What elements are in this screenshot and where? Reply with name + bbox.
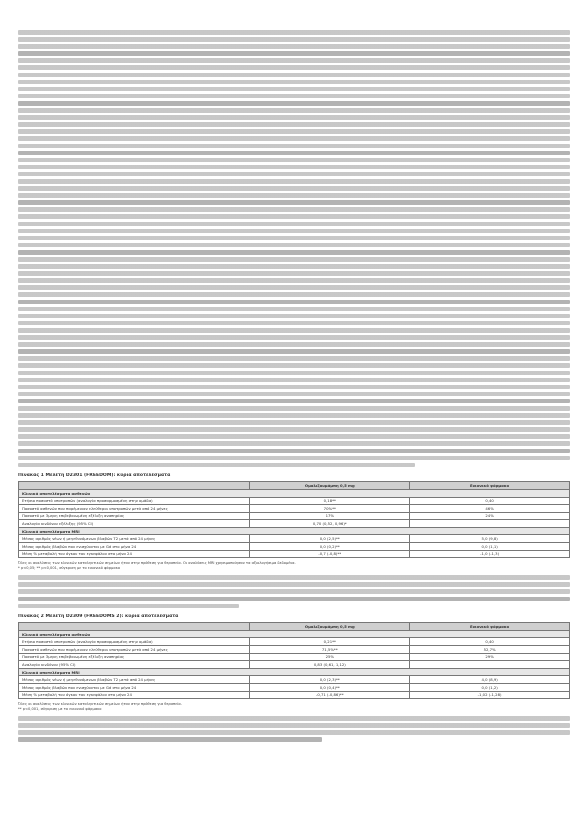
table-cell-treatment: 71,5%**: [250, 646, 410, 654]
table-cell-control: 0,0 (1,2): [410, 683, 570, 691]
table1: [18, 481, 570, 558]
table-cell-control: 52,7%: [410, 646, 570, 654]
table-footnote: * p<0,05; ** p<0,001, σύγκριση με το εικονικό φάρμακο: [18, 566, 121, 571]
table-cell-control: 46%: [410, 505, 570, 513]
text-line: [18, 37, 570, 42]
table-footnote: Όλες οι αναλύσεις των κλινικών καταληκτικών σημείων ήταν στην πρόθεση για θεραπεία. Οι αναλύσεις MRI χρησιμοποίησαν τα αξιολογήσιμα δεδομένα.: [18, 561, 296, 566]
text-line: [18, 172, 570, 177]
table-cell-treatment: -0,7 (-0,8)**: [250, 550, 410, 558]
text-line: [18, 129, 570, 134]
table1-caption: Πίνακας 1 Μελέτη D2301 (FREEDOM): κύρια αποτελέσματα: [18, 473, 171, 479]
table-cell-label: Ποσοστό με 3μηνη επιβεβαιωμένη εξέλιξη αναπηρίας: [19, 512, 250, 520]
table1-body: [19, 489, 570, 557]
table-cell-control: 5,0 (9,8): [410, 535, 570, 543]
table-section-row: [19, 527, 570, 535]
text-line: [18, 257, 570, 262]
text-line: [18, 582, 570, 587]
table-row: [19, 683, 570, 691]
text-line: [18, 716, 570, 721]
table-section-row: [19, 668, 570, 676]
text-line: [18, 44, 570, 49]
table-row: [19, 676, 570, 684]
text-line: [18, 144, 570, 149]
table-cell-label: Αναλογία κινδύνου εξέλιξης (95% CI): [19, 520, 250, 528]
text-line: [18, 101, 570, 106]
table-section-label: Κλινικά αποτελέσματα ασθενών: [19, 630, 570, 638]
table-row: [19, 661, 570, 669]
text-line: [18, 292, 570, 297]
table1-header-control: Εικονικό φάρμακο: [410, 482, 570, 490]
text-line: [18, 335, 570, 340]
table-row: [19, 512, 570, 520]
table1-header-treatment: Ομαλιζουμάμπη 0,5 mg: [250, 482, 410, 490]
text-line: [18, 441, 570, 446]
text-line: [18, 427, 570, 432]
text-line: [18, 278, 570, 283]
table-cell-label: Ποσοστό ασθενών που παρέμειναν ελεύθεροι υποτροπών μετά από 24 μήνες: [19, 646, 250, 654]
text-line: [18, 597, 570, 602]
text-line: [18, 392, 570, 397]
table1-header-blank: [19, 482, 250, 490]
table-cell-label: Μέση % μεταβολή του όγκου του εγκεφάλου στο μήνα 24: [19, 691, 250, 699]
text-line: [18, 420, 570, 425]
text-line: [18, 250, 570, 255]
text-line: [18, 456, 570, 461]
table-cell-treatment: 17%: [250, 512, 410, 520]
text-line: [18, 363, 570, 368]
table-row: [19, 638, 570, 646]
text-line: [18, 328, 570, 333]
text-line: [18, 30, 570, 35]
table-cell-label: Μέσος αριθμός βλαβών που ενισχύονται με Gd στο μήνα 24: [19, 543, 250, 551]
table-row: [19, 520, 570, 528]
table-footnote: ** p<0,001, σύγκριση με το εικονικό φάρμακο: [18, 707, 102, 712]
table2-notes: [18, 702, 570, 712]
body-paragraph-2: [18, 575, 570, 608]
text-line: [18, 115, 570, 120]
table-row: [19, 543, 570, 551]
table-section-row: [19, 489, 570, 497]
text-line: [18, 58, 570, 63]
table-cell-treatment: 70%**: [250, 505, 410, 513]
table-cell-control: -1,02 (-1,28): [410, 691, 570, 699]
text-line: [18, 406, 570, 411]
text-line: [18, 307, 570, 312]
table-section-label: Κλινικά αποτελέσματα ασθενών: [19, 489, 570, 497]
table-row: [19, 646, 570, 654]
text-line: [18, 65, 570, 70]
text-line: [18, 399, 570, 404]
table-cell-label: Μέση % μεταβολή του όγκου του εγκεφάλου στο μήνα 24: [19, 550, 250, 558]
text-line: [18, 342, 570, 347]
table-cell-treatment: 0,0 (2,5)**: [250, 535, 410, 543]
text-line: [18, 158, 570, 163]
text-line: [18, 222, 570, 227]
text-line: [18, 236, 570, 241]
table-cell-label: Μέσος αριθμός νέων ή μεγεθυνόμενων βλαβών T2 μετά από 24 μήνες: [19, 676, 250, 684]
table-cell-treatment: 0,0 (2,3)**: [250, 676, 410, 684]
table-cell-treatment: 0,70 (0,52, 0,96)*: [250, 520, 410, 528]
table-row: [19, 535, 570, 543]
body-paragraph-3: [18, 716, 570, 742]
text-line: [18, 87, 570, 92]
table-cell-label: Ποσοστό με 3μηνη επιβεβαιωμένη εξέλιξη αναπηρίας: [19, 653, 250, 661]
text-line: [18, 371, 570, 376]
text-line: [18, 214, 570, 219]
table-section-label: Κλινικά αποτελέσματα MRI: [19, 527, 570, 535]
text-line: [18, 449, 570, 454]
table-row: [19, 505, 570, 513]
text-line: [18, 229, 570, 234]
table2-caption: Πίνακας 2 Μελέτη D2309 (FREEDOMS 2): κύρια αποτελέσματα: [18, 614, 179, 620]
table-cell-label: Αναλογία κινδύνου (95% CI): [19, 661, 250, 669]
text-line: [18, 434, 570, 439]
body-paragraph-1: [18, 30, 570, 467]
table-cell-control: [410, 520, 570, 528]
table1-notes: [18, 561, 570, 571]
table2: [18, 622, 570, 699]
text-line: [18, 463, 415, 468]
table-cell-control: 4,0 (8,9): [410, 676, 570, 684]
text-line: [18, 356, 570, 361]
text-line: [18, 165, 570, 170]
text-line: [18, 723, 570, 728]
text-line: [18, 243, 570, 248]
table1-header-row: [19, 482, 570, 490]
table-cell-treatment: 0,83 (0,61, 1,12): [250, 661, 410, 669]
text-line: [18, 604, 239, 609]
text-line: [18, 200, 570, 205]
table2-header-row: [19, 623, 570, 631]
text-line: [18, 300, 570, 305]
table-cell-control: 29%: [410, 653, 570, 661]
text-line: [18, 385, 570, 390]
table-cell-treatment: 0,0 (0,2)**: [250, 543, 410, 551]
text-line: [18, 321, 570, 326]
table-cell-label: Ποσοστό ασθενών που παρέμειναν ελεύθεροι υποτροπών μετά από 24 μήνες: [19, 505, 250, 513]
table-cell-control: 24%: [410, 512, 570, 520]
table-cell-control: 0,0 (1,1): [410, 543, 570, 551]
text-line: [18, 589, 570, 594]
text-line: [18, 80, 570, 85]
table-row: [19, 653, 570, 661]
text-line: [18, 378, 570, 383]
text-line: [18, 737, 322, 742]
table-row: [19, 550, 570, 558]
text-line: [18, 136, 570, 141]
text-line: [18, 151, 570, 156]
text-line: [18, 193, 570, 198]
table2-body: [19, 630, 570, 698]
table-cell-control: 0,40: [410, 497, 570, 505]
table-cell-treatment: 0,0 (0,4)**: [250, 683, 410, 691]
text-line: [18, 207, 570, 212]
table-cell-label: Μέσος αριθμός νέων ή μεγεθυνόμενων βλαβών T2 μετά από 24 μήνες: [19, 535, 250, 543]
table-cell-label: Ετήσιο ποσοστό υποτροπών (αναλογία προσαρμοσμένη στην ομάδα): [19, 497, 250, 505]
text-line: [18, 413, 570, 418]
table-cell-treatment: 0,21**: [250, 638, 410, 646]
table-cell-control: 0,40: [410, 638, 570, 646]
table-row: [19, 497, 570, 505]
table-row: [19, 691, 570, 699]
table-section-row: [19, 630, 570, 638]
table-cell-label: Ετήσιο ποσοστό υποτροπών (αναλογία προσαρμοσμένη στην ομάδα): [19, 638, 250, 646]
text-line: [18, 264, 570, 269]
table-cell-treatment: -0,71 (-0,86)**: [250, 691, 410, 699]
table-cell-treatment: 0,18**: [250, 497, 410, 505]
text-line: [18, 730, 570, 735]
text-line: [18, 186, 570, 191]
text-line: [18, 179, 570, 184]
table2-header-blank: [19, 623, 250, 631]
table-cell-control: [410, 661, 570, 669]
text-line: [18, 94, 570, 99]
text-line: [18, 349, 570, 354]
text-line: [18, 575, 570, 580]
text-line: [18, 271, 570, 276]
text-line: [18, 285, 570, 290]
table-footnote: Όλες οι αναλύσεις των κλινικών καταληκτικών σημείων ήταν στην πρόθεση για θεραπεία.: [18, 702, 182, 707]
text-line: [18, 73, 570, 78]
text-line: [18, 108, 570, 113]
table-cell-label: Μέσος αριθμός βλαβών που ενισχύονται με Gd στο μήνα 24: [19, 683, 250, 691]
text-line: [18, 51, 570, 56]
table2-header-treatment: Ομαλιζουμάμπη 0,5 mg: [250, 623, 410, 631]
table-cell-treatment: 25%: [250, 653, 410, 661]
text-line: [18, 122, 570, 127]
table-cell-control: -1,0 (-1,3): [410, 550, 570, 558]
table-section-label: Κλινικά αποτελέσματα MRI: [19, 668, 570, 676]
text-line: [18, 314, 570, 319]
table2-header-control: Εικονικό φάρμακο: [410, 623, 570, 631]
